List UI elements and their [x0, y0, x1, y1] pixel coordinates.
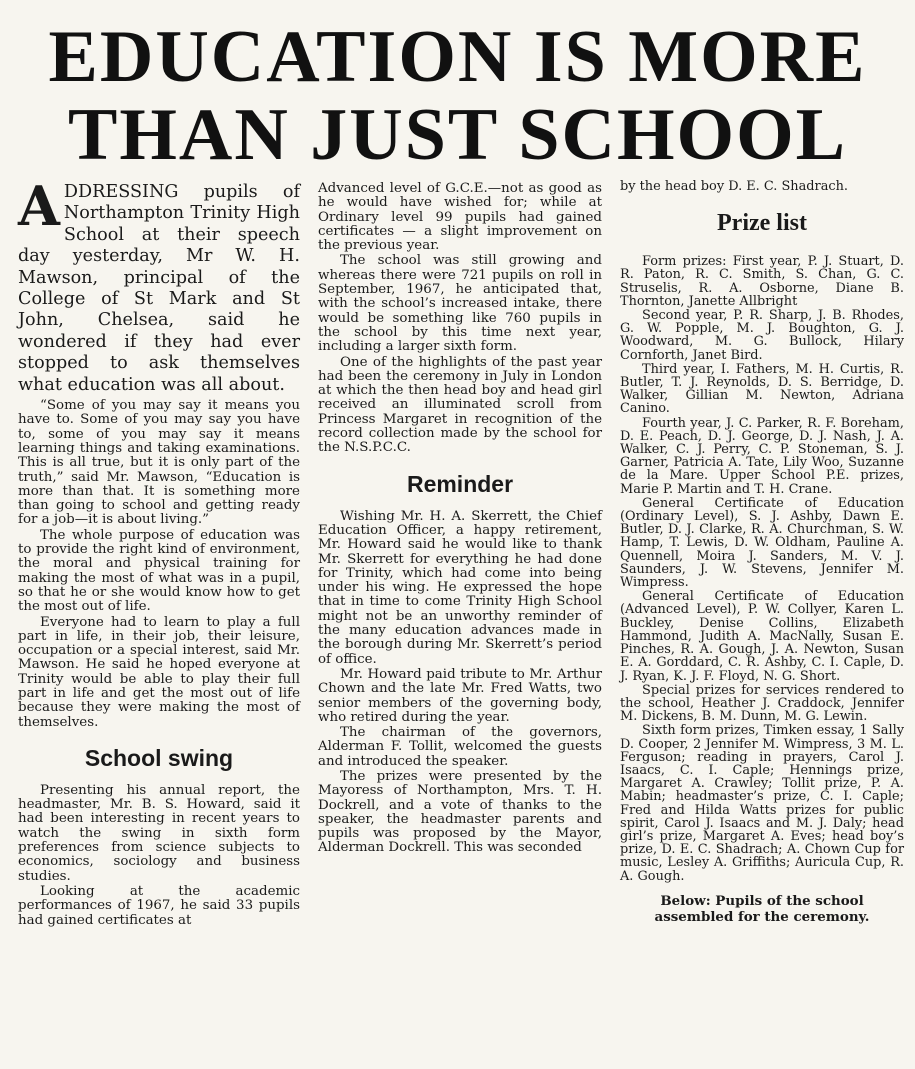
- paragraph: Advanced level of G.C.E.—not as good as he would have wished for; while at Ordinary level 99 pupils had gained certificates — a slight improvement on the previous year.: [318, 181, 602, 254]
- paragraph: Looking at the academic performances of 1967, he said 33 pupils had gained certificates at: [18, 883, 300, 928]
- paragraph: The whole purpose of education was to provide the right kind of environment, the moral and physical training for making the most of what was in a pupil, so that he or she would know how to get the most out of life.: [18, 527, 300, 615]
- headline-line-1: EDUCATION IS MORE: [48, 16, 867, 98]
- paragraph: Mr. Howard paid tribute to Mr. Arthur Chown and the late Mr. Fred Watts, two senior members of the governing body, who retired during the year.: [318, 666, 602, 725]
- prize-paragraph: Third year, I. Fathers, M. H. Curtis, R. Butler, T. J. Reynolds, D. S. Berridge, D. Walker, Gillian M. Newton, Adriana Canino.: [620, 361, 904, 417]
- paragraph: Wishing Mr. H. A. Skerrett, the Chief Education Officer, a happy retirement, Mr. Howard said he would like to thank Mr. Skerrett for everything he had done for Trinity, which had come into being under his wing. He expressed the hope that in time to come Trinity High School might not be an unworthy reminder of the many education advances made in the borough during Mr. Skerrett’s period of office.: [318, 508, 602, 667]
- paragraph: The school was still growing and whereas there were 721 pupils on roll in September, 1967, he anticipated that, with the school’s increased intake, there would be something like 760 pupils in the school by this time next year, including a larger sixth form.: [318, 253, 602, 355]
- headline: [0, 18, 915, 174]
- lead-paragraph: [18, 174, 300, 396]
- prize-paragraph: Second year, P. R. Sharp, J. B. Rhodes, G. W. Popple, M. J. Boughton, G. J. Woodward, M. G. Bullock, Hilary Cornforth, Janet Bird.: [620, 308, 904, 363]
- prize-paragraph: Fourth year, J. C. Parker, R. F. Boreham, D. E. Peach, D. J. George, D. J. Nash, J. A. Walker, C. J. Perry, C. P. Stoneman, S. J. Garner, Patricia A. Tate, Lily Woo, Suzanne de la Mare. Upper School P.E. prizes, Marie P. Martin and T. H. Crane.: [620, 415, 904, 497]
- subhead-prize-list: Prize list: [717, 210, 807, 237]
- headline-line-2: THAN JUST SCHOOL: [67, 94, 848, 176]
- paragraph: One of the highlights of the past year had been the ceremony in July in London at which the then head boy and head girl received an illuminated scroll from Princess Margaret in recognition of the record collection made by the school for the N.S.P.C.C.: [318, 354, 602, 456]
- paragraph: Presenting his annual report, the headmaster, Mr. B. S. Howard, said it had been interesting in recent years to watch the swing in sixth form preferences from science subjects to economics, sociology and business studies.: [18, 782, 300, 884]
- photo-caption: Below: Pupils of the school assembled for the ceremony.: [654, 892, 870, 925]
- column-1: [18, 174, 300, 929]
- prize-paragraph: General Certificate of Education (Ordinary Level), S. J. Ashby, Dawn E. Butler, D. J. Clarke, R. A. Churchman, S. W. Hamp, T. Lewis, D. W. Oldham, Pauline A. Quennell, Moira J. Sanders, M. V. J. Saunders, J. W. Stevens, Jennifer M. Wimpress.: [620, 495, 904, 591]
- prize-paragraph: Sixth form prizes, Timken essay, 1 Sally D. Cooper, 2 Jennifer M. Wimpress, 3 M. L. Ferguson; reading in prayers, Carol J. Isaacs, C. I. Caple; Hennings prize, Margaret A. Crawley; Tollit prize, P. A. Mabin; headmaster’s prize, C. I. Caple; Fred and Hilda Watts prizes for public spirit, Carol J. Isaacs and M. J. Daly; head girl’s prize, Margaret A. Eves; head boy’s prize, D. E. C. Shadrach; A. Chown Cup for music, Lesley A. Griffiths; Auricula Cup, R. A. Gough.: [620, 723, 904, 884]
- prize-paragraph: Form prizes: First year, P. J. Stuart, D. R. Paton, R. C. Smith, S. Chan, G. C. Struselis, R. A. Osborne, Diane B. Thornton, Janette Allbright: [620, 254, 904, 309]
- subhead-school-swing: School swing: [84, 744, 234, 771]
- column-2: [318, 182, 602, 857]
- paragraph: The prizes were presented by the Mayoress of Northampton, Mrs. T. H. Dockrell, and a vote of thanks to the speaker, the headmaster parents and pupils was proposed by the Mayor, Alderman Dockrell. This was seconded: [318, 768, 602, 856]
- column-3: [620, 180, 904, 925]
- drop-cap: A: [18, 174, 60, 238]
- prize-paragraph: General Certificate of Education (Advanced Level), P. W. Collyer, Karen L. Buckley, Denise Collins, Elizabeth Hammond, Judith A. MacNally, Susan E. Pinches, R. A. Gough, J. A. Newton, Susan E. A. Gorddard, C. R. Ashby, C. I. Caple, D. J. Ryan, K. J. F. Floyd, N. G. Short.: [620, 589, 904, 684]
- paragraph: by the head boy D. E. C. Shadrach.: [620, 179, 849, 194]
- paragraph: Everyone had to learn to play a full part in life, in their job, their leisure, occupation or a special interest, said Mr. Mawson. He said he hoped everyone at Trinity would be able to play their full part in life and get the most out of life because they were making the most of themselves.: [18, 614, 300, 730]
- paragraph: The chairman of the governors, Alderman F. Tollit, welcomed the guests and introduced the speaker.: [318, 725, 602, 769]
- paragraph: “Some of you may say it means you have to. Some of you may say you have to, some of you may say it means learning things and taking examinations. This is all true, but it is only part of the truth,” said Mr. Mawson, “Education is more than that. It is something more than going to school and getting ready for a job—it is about living.”: [18, 398, 300, 528]
- subhead-reminder: Reminder: [406, 470, 514, 497]
- lead-text: DDRESSING pupils of Northampton Trinity High School at their speech day yesterday, Mr W. H. Mawson, principal of the College of St Mark and St John, Chelsea, said he wondered if they had ever stopped to ask themselves what education was all about.: [18, 182, 300, 395]
- prize-paragraph: Special prizes for services rendered to the school, Heather J. Craddock, Jennifer M. Dickens, B. M. Dunn, M. G. Lewin.: [620, 682, 904, 725]
